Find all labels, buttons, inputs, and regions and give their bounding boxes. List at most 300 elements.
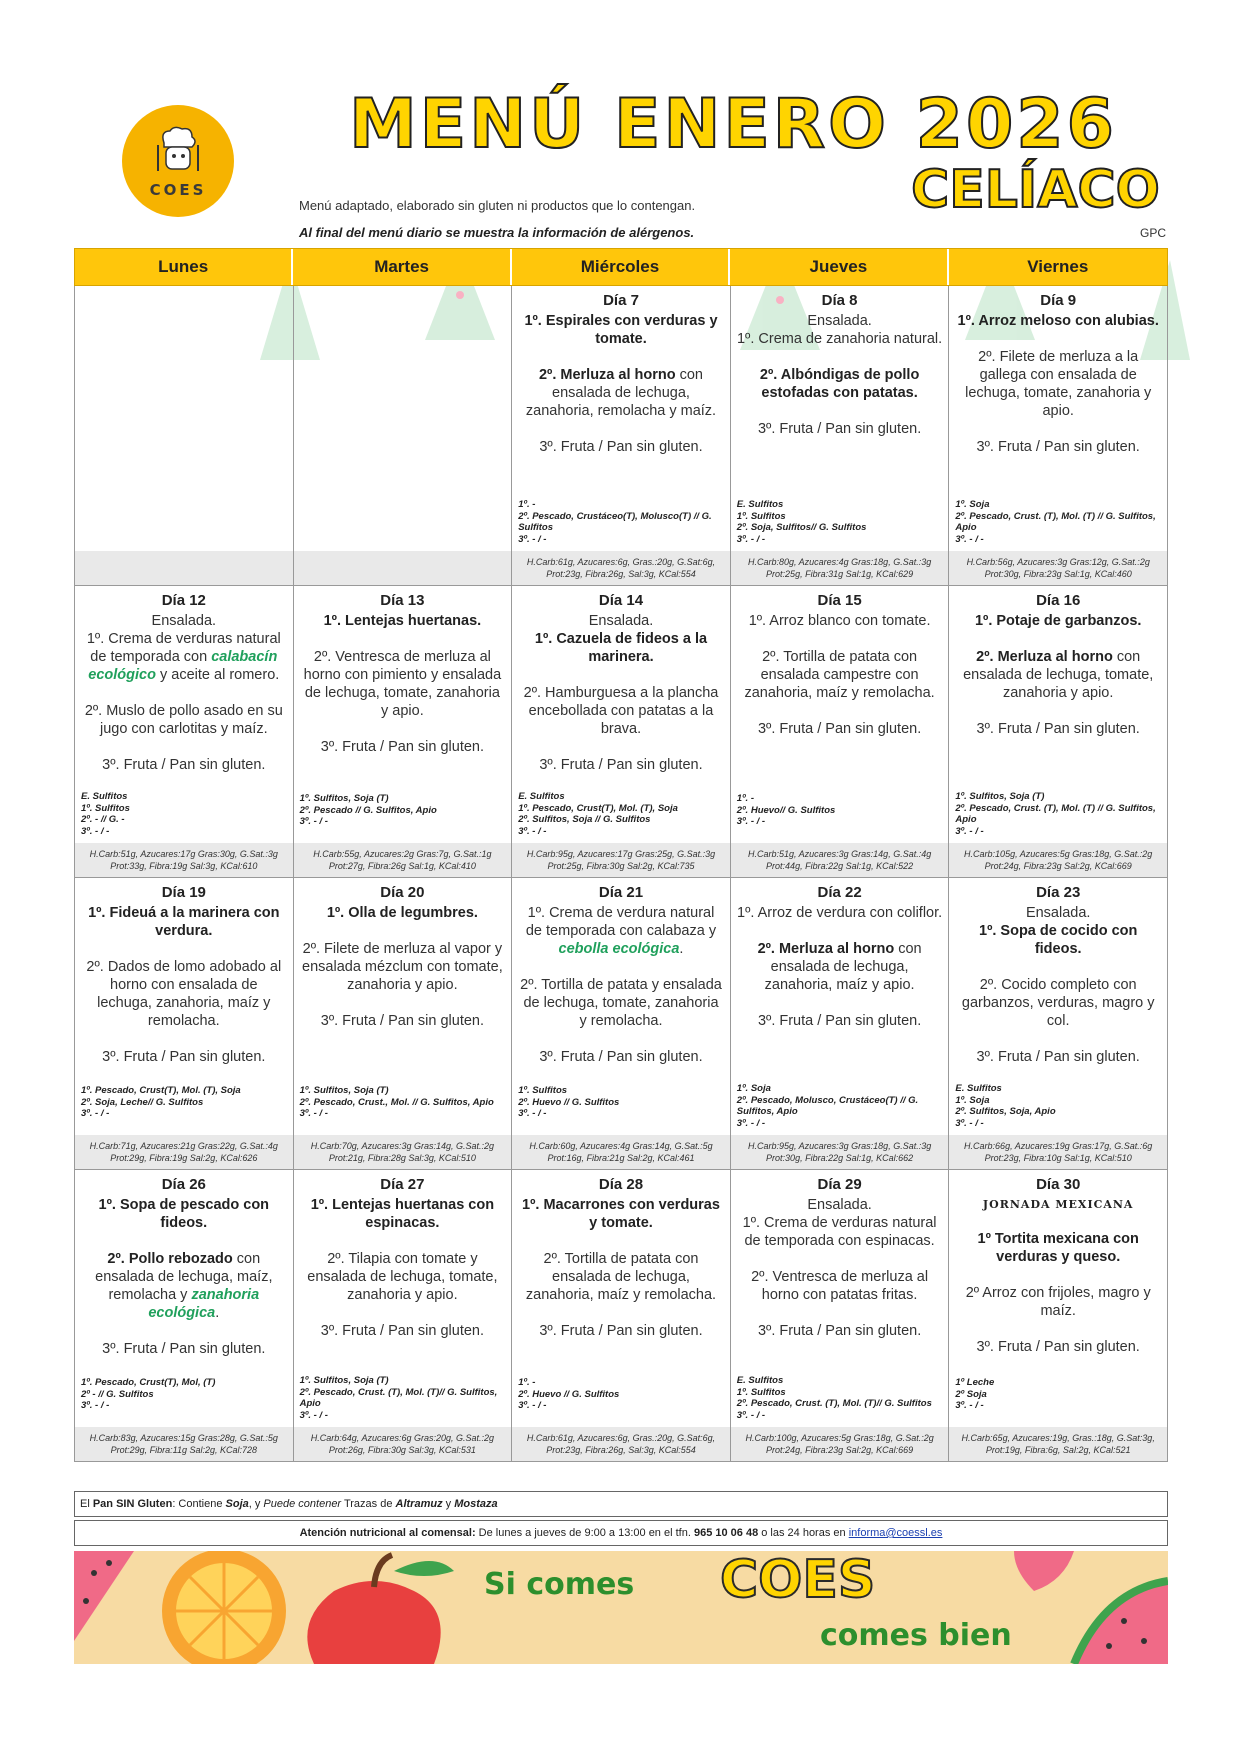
dish-text: 3º. Fruta / Pan sin gluten. [976, 1339, 1140, 1355]
allergen-line: 2º. Pescado, Crust., Mol. // G. Sulfitos, Apio [299, 1096, 494, 1108]
dish-course [955, 1230, 1161, 1266]
day-cell [949, 286, 1168, 586]
nutrition-line: H.Carb:60g, Azucares:4g Gras:14g, G.Sat.:5g [529, 1141, 713, 1151]
day-date: Día 26 [161, 1176, 206, 1193]
weekday-miercoles: Miércoles [512, 249, 730, 285]
dish-course [300, 648, 506, 720]
nutrition-info [731, 843, 949, 877]
dish-text: 3º. Fruta / Pan sin gluten. [539, 1049, 703, 1065]
day-date: Día 13 [380, 592, 425, 609]
allergen-info [75, 791, 293, 843]
nutrition-info [949, 1427, 1167, 1461]
nutrition-line: H.Carb:55g, Azucares:2g Gras:7g, G.Sat.:1g [313, 849, 492, 859]
nutrition-line: H.Carb:56g, Azucares:3g Gras:12g, G.Sat.:2g [966, 557, 1150, 567]
nutrition-info [75, 1427, 293, 1461]
dish-text: 3º. Fruta / Pan sin gluten. [102, 1341, 266, 1357]
day-menu [731, 586, 949, 793]
dish-text: Ensalada. [807, 1197, 872, 1213]
coes-logo [122, 105, 234, 217]
day-menu [75, 1170, 293, 1377]
contact-or: o las 24 horas en [758, 1527, 849, 1539]
dish-course [737, 1012, 943, 1030]
dish-course [737, 1322, 943, 1340]
nutrition-info [294, 1135, 512, 1169]
dish-text: Ensalada. [807, 313, 872, 329]
allergen-info [294, 1085, 512, 1135]
dish-course [81, 1196, 287, 1232]
week-row [74, 878, 1168, 1170]
dish-text: 2º. Merluza al horno [538, 367, 676, 383]
dish-course [81, 612, 287, 684]
dish-course [518, 684, 724, 738]
allergen-line: 3º. - / - [955, 1117, 984, 1129]
dish-course [955, 976, 1161, 1030]
nutrition-line: Prot:24g, Fibra:23g Sal:2g, KCal:669 [984, 861, 1132, 871]
allergen-info [731, 1083, 949, 1135]
day-cell [294, 1170, 513, 1462]
nutrition-line: H.Carb:66g, Azucares:19g Gras:17g, G.Sat.:6g [964, 1141, 1153, 1151]
chef-icon [152, 125, 204, 175]
nutrition-line: Prot:23g, Fibra:26g, Sal:3g, KCal:554 [546, 1445, 696, 1455]
nutrition-line: H.Carb:61g, Azucares:6g, Gras.:20g, G.Sat:6g, [526, 557, 716, 567]
dish-text: 3º. Fruta / Pan sin gluten. [976, 439, 1140, 455]
allergen-line: 2º. - // G. - [81, 814, 125, 825]
nutrition-line: Prot:25g, Fibra:30g Sal:2g, KCal:735 [547, 861, 695, 871]
nutrition-info [512, 843, 730, 877]
allergen-line: 3º. - / - [81, 825, 110, 837]
allergen-line: 1º. - [518, 1377, 536, 1388]
allergen-line: 1º. Soja [955, 1094, 990, 1106]
allergen-info [949, 1377, 1167, 1427]
allergen-line: 1º. Sulfitos, Soja (T) [299, 1375, 389, 1386]
contact-text: De lunes a jueves de 9:00 a 13:00 en el tfn. [475, 1527, 694, 1539]
dish-course [300, 904, 506, 922]
nutrition-line: Prot:30g, Fibra:22g Sal:1g, KCal:662 [766, 1153, 914, 1163]
day-menu [949, 286, 1167, 499]
nutrition-line: H.Carb:105g, Azucares:5g Gras:18g, G.Sat.:2g [964, 849, 1153, 859]
nutrition-line: Prot:23g, Fibra:10g Sal:1g, KCal:510 [984, 1153, 1132, 1163]
allergen-info [512, 499, 730, 551]
allergen-line: 1º. Soja [736, 1083, 771, 1094]
dish-text: con ensalada de lechuga, tomate, zanahoria y apio. [963, 649, 1154, 701]
dish-course [81, 702, 287, 738]
dish-course [518, 1322, 724, 1340]
nutrition-line: Prot:21g, Fibra:28g Sal:3g, KCal:510 [328, 1153, 476, 1163]
dish-text: 2º. Tortilla de patata con ensalada de lechuga, zanahoria, maíz y remolacha. [525, 1251, 717, 1303]
allergen-info [512, 791, 730, 843]
day-date: Día 8 [821, 292, 858, 309]
nutrition-line: H.Carb:70g, Azucares:3g Gras:14g, G.Sat.:2g [310, 1141, 495, 1151]
day-cell [75, 586, 294, 878]
dish-text: 3º. Fruta / Pan sin gluten. [320, 1323, 485, 1339]
nutrition-info [512, 551, 730, 585]
dish-course [737, 612, 943, 630]
allergen-line: 2º. Pescado, Molusco, Crustáceo(T) // G. Sulfitos, Apio [736, 1094, 919, 1117]
dish-course [737, 904, 943, 922]
day-menu [512, 1170, 730, 1377]
nutrition-line: Prot:25g, Fibra:31g Sal:1g, KCal:629 [766, 569, 914, 579]
nutrition-line: H.Carb:51g, Azucares:17g Gras:30g, G.Sat.:3g [89, 849, 278, 859]
day-cell [731, 286, 950, 586]
dish-text: 1º. Arroz de verdura con coliflor. [737, 905, 943, 921]
bread-note-text: Mostaza [454, 1498, 498, 1510]
dish-text: 3º. Fruta / Pan sin gluten. [539, 757, 703, 773]
nutrition-line: H.Carb:51g, Azucares:3g Gras:14g, G.Sat.:4g [747, 849, 932, 859]
dish-text: 1º. Cazuela de fideos a la marinera. [534, 631, 708, 665]
dish-text: 2º. Filete de merluza a la gallega con ensalada de lechuga, tomate, zanahoria y apio. [965, 349, 1152, 419]
nutrition-info [294, 551, 512, 585]
day-cell [949, 586, 1168, 878]
nutrition-line: H.Carb:61g, Azucares:6g, Gras.:20g, G.Sat:6g, [526, 1433, 716, 1443]
day-date: Día 19 [161, 884, 206, 901]
allergen-line: 2º. Soja, Leche// G. Sulfitos [81, 1096, 204, 1108]
allergen-line: 3º. - / - [518, 825, 547, 837]
allergen-line: E. Sulfitos [955, 1083, 1002, 1094]
day-menu [731, 878, 949, 1083]
allergen-line: 3º. - / - [299, 1108, 328, 1119]
day-menu [294, 286, 512, 501]
allergen-line: E. Sulfitos [736, 1375, 784, 1386]
day-cell [731, 878, 950, 1170]
dish-text: 1º. Crema de verdura natural de temporada con calabaza y [525, 905, 717, 939]
dish-course [955, 720, 1161, 738]
allergen-info [75, 1085, 293, 1135]
dish-course [300, 1250, 506, 1304]
allergen-line: 3º. - / - [299, 816, 328, 827]
allergen-info [75, 1377, 293, 1427]
allergen-line: 3º. - / - [736, 1409, 766, 1421]
nutrition-line: Prot:27g, Fibra:26g Sal:1g, KCal:410 [328, 861, 476, 871]
allergen-line: 2º. Pescado, Crustáceo(T), Molusco(T) // G. Sulfitos [518, 510, 712, 533]
dish-text: con ensalada de lechuga, maíz, remolacha y [95, 1251, 273, 1303]
dish-course [955, 904, 1161, 958]
day-date: Día 9 [1040, 292, 1077, 309]
dish-course [737, 366, 943, 402]
allergen-info [949, 1083, 1167, 1135]
week-row [74, 586, 1168, 878]
dish-text: 2º. Albóndigas de pollo estofadas con patatas. [759, 367, 920, 401]
dish-course [81, 1250, 287, 1322]
dish-course [518, 612, 724, 666]
allergen-line: 2º Soja [955, 1388, 987, 1400]
allergen-info [949, 791, 1167, 843]
allergen-line: 2º. Sulfitos, Soja, Apio [955, 1106, 1056, 1117]
day-date: Día 29 [817, 1176, 862, 1193]
dish-course [81, 958, 287, 1030]
allergen-line: 3º. - / - [518, 1108, 547, 1119]
nutrition-line: Prot:44g, Fibra:22g Sal:1g, KCal:522 [766, 861, 914, 871]
dish-course [518, 756, 724, 774]
dish-text: 1º. Sopa de cocido con fideos. [979, 923, 1138, 957]
allergen-line: 3º. - / - [736, 1117, 766, 1129]
day-date: Día 16 [1036, 592, 1081, 609]
contact-label: Atención nutricional al comensal: [299, 1527, 476, 1539]
contact-email-link[interactable]: informa@coessl.es [848, 1527, 943, 1539]
dish-text: 1º. Crema de zanahoria natural. [736, 331, 943, 347]
day-date: Día 23 [1036, 884, 1081, 901]
allergen-info [294, 501, 512, 551]
dish-course [955, 348, 1161, 420]
allergen-info [294, 1375, 512, 1427]
day-cell [731, 586, 950, 878]
dish-text: . [679, 941, 684, 957]
allergen-line: 1º. Pescado, Crust(T), Mol. (T), Soja [518, 802, 678, 814]
dish-text: 3º. Fruta / Pan sin gluten. [102, 1049, 266, 1065]
allergen-line: 1º. Pescado, Crust(T), Mol, (T) [81, 1377, 216, 1388]
allergen-line: 2º. Pescado, Crust. (T), Mol. (T)// G. Sulfitos, Apio [299, 1386, 498, 1409]
dish-course [518, 904, 724, 958]
nutrition-line: H.Carb:65g, Azucares:19g, Gras.:18g, G.Sat:3g, [961, 1433, 1155, 1443]
dish-text: 1º Tortita mexicana con verduras y queso. [977, 1231, 1139, 1265]
day-date: Día 7 [603, 292, 639, 309]
allergen-line: 2º. Soja, Sulfitos// G. Sulfitos [736, 522, 867, 533]
bread-note-text: Puede contener [263, 1498, 342, 1510]
allergen-line: 1º. Soja [955, 499, 990, 510]
nutrition-info [731, 1135, 949, 1169]
nutrition-line: Prot:19g, Fibra:6g, Sal:2g, KCal:521 [985, 1445, 1131, 1455]
nutrition-info [75, 843, 293, 877]
allergen-line: 1º. Sulfitos [518, 1085, 568, 1096]
weekday-lunes: Lunes [75, 249, 293, 285]
dish-text: 2º. Ventresca de merluza al horno con pimiento y ensalada de lechuga, tomate, zanahoria y apio. [303, 649, 502, 719]
dish-course [737, 1196, 943, 1250]
bread-note-text: y [442, 1498, 455, 1510]
nutrition-line: H.Carb:83g, Azucares:15g Gras:28g, G.Sat.:5g [89, 1433, 278, 1443]
dish-course [737, 940, 943, 994]
dish-course [300, 940, 506, 994]
day-cell [949, 1170, 1168, 1462]
allergen-line: E. Sulfitos [518, 791, 565, 802]
weeks-container [74, 286, 1168, 1462]
bread-note-text: El [80, 1498, 93, 1510]
allergen-line: 1º. Sulfitos, Soja (T) [299, 793, 389, 804]
nutrition-line: H.Carb:100g, Azucares:5g Gras:18g, G.Sat.:2g [745, 1433, 934, 1443]
nutrition-info [731, 551, 949, 585]
bread-note-text: Soja [225, 1498, 249, 1510]
dish-course [518, 976, 724, 1030]
nutrition-line: H.Carb:80g, Azucares:4g Gras:18g, G.Sat.:3g [747, 557, 932, 567]
dish-text: Ensalada. [1025, 905, 1091, 921]
dish-course [518, 438, 724, 456]
allergen-line: 3º. - / - [736, 533, 766, 545]
dish-text: y aceite al romero. [155, 667, 280, 683]
day-menu [731, 286, 949, 499]
nutrition-line: H.Carb:95g, Azucares:17g Gras:25g, G.Sat.:3g [526, 849, 716, 859]
dish-course [955, 1048, 1161, 1066]
allergen-line: 1º. Sulfitos [736, 510, 786, 522]
day-cell [512, 1170, 731, 1462]
allergen-line: E. Sulfitos [736, 499, 784, 510]
menu-calendar [74, 248, 1168, 1462]
day-date: Día 27 [380, 1176, 425, 1193]
bread-note-text: Altramuz [395, 1498, 443, 1510]
day-cell [512, 878, 731, 1170]
ecological-ingredient: cebolla ecológica [558, 941, 680, 957]
nutrition-line: Prot:16g, Fibra:21g Sal:2g, KCal:461 [547, 1153, 695, 1163]
weekday-viernes: Viernes [1027, 257, 1089, 276]
bread-note [74, 1491, 1168, 1517]
allergen-line: 2º. Huevo// G. Sulfitos [736, 804, 836, 816]
day-cell [75, 1170, 294, 1462]
nutrition-info [294, 1427, 512, 1461]
day-menu [294, 586, 512, 793]
dish-text: 2º. Cocido completo con garbanzos, verduras, magro y col. [961, 977, 1155, 1029]
nutrition-line: H.Carb:64g, Azucares:6g Gras:20g, G.Sat.:2g [310, 1433, 495, 1443]
dish-course [955, 648, 1161, 702]
allergen-line: 1º. Sulfitos, Soja (T) [299, 1085, 389, 1096]
allergen-info [512, 1085, 730, 1135]
dish-text: 2º Arroz con frijoles, magro y maíz. [965, 1285, 1151, 1319]
day-cell [294, 586, 513, 878]
dish-text: 1º. Arroz blanco con tomate. [748, 613, 931, 629]
dish-text: 1º. Crema de verduras natural de temporada con espinacas. [742, 1215, 937, 1249]
page-title: MENÚ ENERO 2026 [349, 84, 1117, 164]
day-cell [75, 878, 294, 1170]
dish-text: 1º. Olla de legumbres. [326, 905, 478, 921]
page-header [0, 0, 1241, 250]
dish-course [737, 420, 943, 438]
dish-text: 3º. Fruta / Pan sin gluten. [757, 721, 922, 737]
day-date: Día 12 [161, 592, 206, 609]
nutrition-info [949, 843, 1167, 877]
allergen-line: E. Sulfitos [81, 791, 128, 802]
nutrition-info [512, 1135, 730, 1169]
dish-text: Ensalada. [588, 613, 654, 629]
allergen-line: 3º. - / - [81, 1108, 110, 1119]
day-cell [512, 586, 731, 878]
dish-text: 2º. Muslo de pollo asado en su jugo con carlotitas y maíz. [84, 703, 283, 737]
dish-course [518, 366, 724, 420]
dish-text: 2º. Tortilla de patata y ensalada de lechuga, tomate, zanahoria y remolacha. [520, 977, 722, 1029]
slogan-end: comes bien [820, 1618, 1012, 1653]
dish-text: 3º. Fruta / Pan sin gluten. [102, 757, 266, 773]
allergen-line: 2º - // G. Sulfitos [81, 1388, 154, 1400]
allergen-line: 1º. - [736, 793, 754, 804]
allergen-line: 2º. Huevo // G. Sulfitos [518, 1388, 620, 1400]
allergen-line: 3º. - / - [955, 1400, 984, 1411]
nutrition-line: Prot:29g, Fibra:11g Sal:2g, KCal:728 [110, 1445, 257, 1455]
allergen-line: 2º. Pescado, Crust. (T), Mol. (T) // G. Sulfitos, Apio [955, 802, 1156, 825]
dish-text: 1º. Lentejas huertanas. [323, 613, 482, 629]
allergen-line: 2º. Pescado // G. Sulfitos, Apio [299, 804, 437, 816]
dish-text: 1º. Macarrones con verduras y tomate. [522, 1197, 720, 1231]
allergen-info [731, 1375, 949, 1427]
allergen-line: 1º. - [518, 499, 536, 510]
dish-text: 2º. Hamburguesa a la plancha encebollada con patatas a la brava. [523, 685, 719, 737]
dish-text: 1º. Espirales con verduras y tomate. [524, 313, 718, 347]
dish-text: 2º. Tortilla de patata con ensalada campestre con zanahoria, maíz y remolacha. [744, 649, 935, 701]
dish-course [737, 1268, 943, 1304]
day-date: Día 28 [598, 1176, 644, 1193]
allergen-line: 3º. - / - [518, 1400, 547, 1411]
nutrition-info [294, 843, 512, 877]
dish-text: 3º. Fruta / Pan sin gluten. [320, 1013, 485, 1029]
nutrition-line: Prot:30g, Fibra:23g Sal:1g, KCal:460 [984, 569, 1132, 579]
allergen-line: 3º. - / - [955, 533, 984, 545]
day-cell [294, 286, 513, 586]
day-menu [512, 878, 730, 1085]
weekday-header [74, 248, 1168, 286]
menu-code: GPC [1140, 226, 1167, 240]
allergen-line: 2º. Pescado, Crust. (T), Mol. (T)// G. Sulfitos [736, 1398, 932, 1409]
ecological-ingredient: zanahoria ecológica [148, 1287, 260, 1321]
contact-info [74, 1520, 1168, 1546]
day-date: Día 14 [598, 592, 644, 609]
dish-text: 3º. Fruta / Pan sin gluten. [320, 739, 485, 755]
weekday-jueves: Jueves [730, 249, 948, 285]
allergen-line: 1º. Sulfitos, Soja (T) [955, 791, 1045, 802]
allergen-line: 3º. - / - [299, 1409, 328, 1421]
special-day-label: JORNADA MEXICANA [982, 1198, 1134, 1211]
dish-text: 2º. Filete de merluza al vapor y ensalada mézclum con tomate, zanahoria y apio. [302, 941, 503, 993]
allergen-info [294, 793, 512, 843]
nutrition-info [949, 1135, 1167, 1169]
dish-course [300, 1322, 506, 1340]
nutrition-info [949, 551, 1167, 585]
dish-text: con ensalada de lechuga, zanahoria, remolacha y maíz. [525, 367, 717, 419]
weekday-martes: Martes [293, 249, 511, 285]
dish-text: 3º. Fruta / Pan sin gluten. [757, 1323, 922, 1339]
day-menu [294, 878, 512, 1085]
page-subtitle: CELÍACO [911, 160, 1160, 220]
dish-text: 1º. Arroz meloso con alubias. [957, 313, 1159, 329]
day-menu [75, 586, 293, 791]
nutrition-line: Prot:23g, Fibra:26g, Sal:3g, KCal:554 [546, 569, 696, 579]
contact-phone[interactable]: 965 10 06 48 [693, 1527, 759, 1539]
allergen-info [731, 499, 949, 551]
allergen-line: 3º. - / - [81, 1400, 110, 1411]
dish-text: 3º. Fruta / Pan sin gluten. [757, 421, 922, 437]
day-date: Día 21 [598, 884, 644, 901]
slogan-start: Si comes [484, 1567, 635, 1602]
week-row [74, 1170, 1168, 1462]
allergen-line: 3º. - / - [736, 816, 766, 827]
allergen-note: Al final del menú diario se muestra la información de alérgenos. [299, 225, 695, 240]
allergen-line: 2º. Huevo // G. Sulfitos [518, 1096, 620, 1108]
dish-course [300, 1012, 506, 1030]
logo-text: COES [149, 181, 207, 199]
allergen-line: 1º. Sulfitos [81, 802, 130, 814]
allergen-info [949, 499, 1167, 551]
day-cell [75, 286, 294, 586]
dish-text: con ensalada de lechuga, zanahoria, maíz y apio. [764, 941, 922, 993]
allergen-line: 3º. - / - [518, 533, 547, 545]
dish-course [300, 738, 506, 756]
nutrition-info [731, 1427, 949, 1461]
day-menu [512, 286, 730, 499]
dish-course [737, 648, 943, 702]
allergen-line: 2º. Pescado, Crust. (T), Mol. (T) // G. Sulfitos, Apio [955, 510, 1156, 533]
day-date: Día 20 [380, 884, 425, 901]
allergen-line: 3º. - / - [955, 825, 984, 837]
nutrition-line: Prot:24g, Fibra:23g Sal:2g, KCal:669 [766, 1445, 914, 1455]
dish-text: 2º. Merluza al horno [976, 649, 1113, 665]
allergen-line: 1º. Pescado, Crust(T), Mol. (T), Soja [81, 1085, 241, 1096]
nutrition-info [75, 1135, 293, 1169]
dish-text: 2º. Merluza al horno [757, 941, 895, 957]
bread-note-text: Pan SIN Gluten [92, 1498, 173, 1510]
dish-text: 3º. Fruta / Pan sin gluten. [976, 721, 1140, 737]
dish-course [955, 312, 1161, 330]
week-row [74, 286, 1168, 586]
dish-course [737, 312, 943, 348]
dish-text: 1º. Fideuá a la marinera con verdura. [88, 905, 280, 939]
nutrition-line: H.Carb:95g, Azucares:3g Gras:18g, G.Sat.:3g [747, 1141, 932, 1151]
nutrition-line: Prot:26g, Fibra:30g Sal:3g, KCal:531 [328, 1445, 476, 1455]
day-cell [294, 878, 513, 1170]
day-date: Día 30 [1036, 1176, 1081, 1193]
bread-note-text: : Contiene [172, 1498, 226, 1510]
